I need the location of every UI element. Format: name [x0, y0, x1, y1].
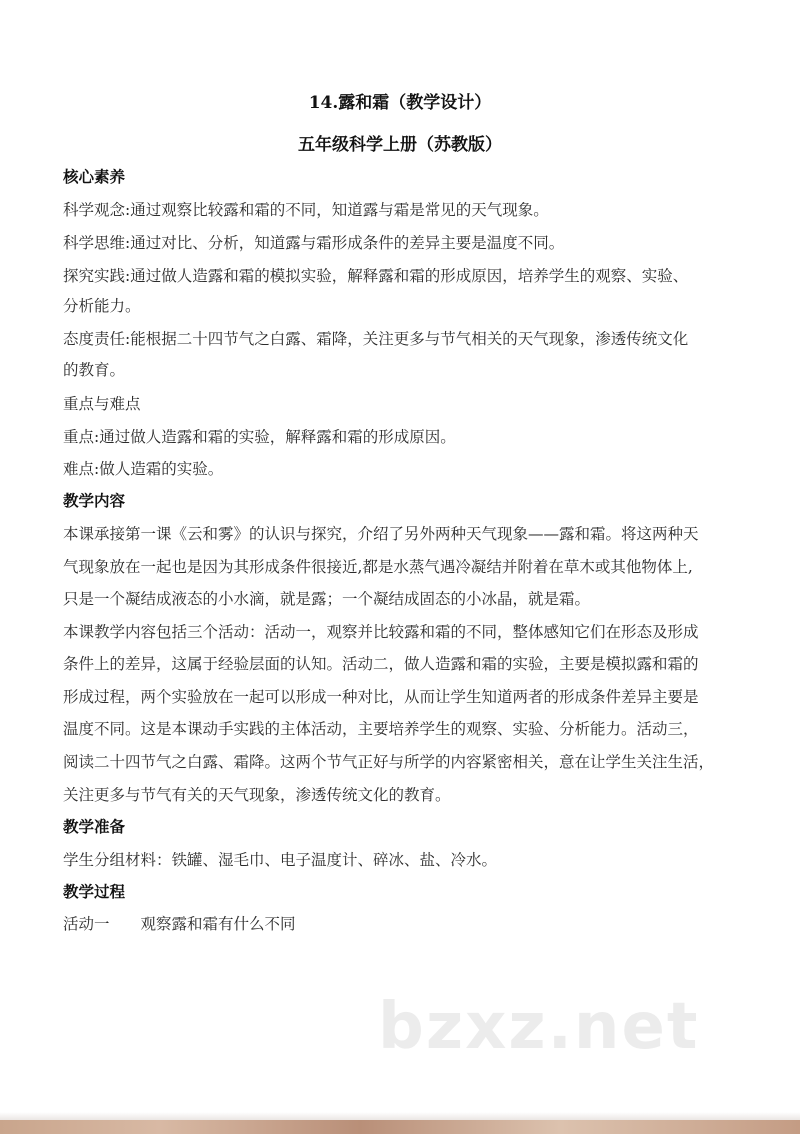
paragraph-line: 条件上的差异，这属于经验层面的认知。活动二，做人造露和霜的实验，主要是模拟露和霜的 — [63, 655, 699, 673]
watermark-logo: bzxz.net — [378, 990, 700, 1064]
paragraph-line: 的教育。 — [63, 361, 126, 379]
paragraph-line: 气现象放在一起也是因为其形成条件很接近,都是水蒸气遇冷凝结并附着在草木或其他物体上, — [63, 558, 693, 576]
document-subtitle: 五年级科学上册（苏教版） — [298, 135, 502, 155]
activity-one-line: 活动一 观察露和霜有什么不同 — [63, 915, 296, 933]
section-heading-teaching-content: 教学内容 — [63, 491, 126, 510]
paragraph-line: 探究实践:通过做人造露和霜的模拟实验，解释露和霜的形成原因，培养学生的观察、实验、 — [63, 267, 689, 285]
document-title: 14.露和霜（教学设计） — [308, 93, 492, 113]
paragraph-line: 本课教学内容包括三个活动：活动一，观察并比较露和霜的不同，整体感知它们在形态及形成 — [63, 623, 699, 641]
paragraph-line: 难点:做人造霜的实验。 — [63, 460, 224, 478]
section-heading-teaching-preparation: 教学准备 — [63, 817, 126, 836]
background-strip — [0, 1120, 800, 1134]
paragraph-line: 温度不同。这是本课动手实践的主体活动，主要培养学生的观察、实验、分析能力。活动三， — [63, 720, 699, 738]
page-bottom-shadow — [0, 1112, 800, 1120]
paragraph-line: 态度责任:能根据二十四节气之白露、霜降，关注更多与节气相关的天气现象，渗透传统文化 — [63, 330, 689, 348]
paragraph-line: 阅读二十四节气之白露、霜降。这两个节气正好与所学的内容紧密相关，意在让学生关注生活， — [63, 753, 715, 771]
paragraph-line: 学生分组材料：铁罐、湿毛巾、电子温度计、碎冰、盐、冷水。 — [63, 851, 498, 869]
paragraph-line: 科学思维:通过对比、分析，知道露与霜形成条件的差异主要是温度不同。 — [63, 234, 565, 252]
paragraph-line: 只是一个凝结成液态的小水滴，就是露；一个凝结成固态的小冰晶，就是霜。 — [63, 590, 591, 608]
section-heading-key-points: 重点与难点 — [63, 395, 141, 413]
paragraph-line: 科学观念:通过观察比较露和霜的不同，知道露与霜是常见的天气现象。 — [63, 201, 549, 219]
paragraph-line: 关注更多与节气有关的天气现象，渗透传统文化的教育。 — [63, 786, 451, 804]
section-heading-core-literacy: 核心素养 — [63, 167, 126, 186]
section-heading-teaching-process: 教学过程 — [63, 882, 126, 901]
paragraph-line: 分析能力。 — [63, 297, 141, 315]
paragraph-line: 重点:通过做人造露和霜的实验，解释露和霜的形成原因。 — [63, 428, 456, 446]
paragraph-line: 形成过程，两个实验放在一起可以形成一种对比，从而让学生知道两者的形成条件差异主要是 — [63, 688, 699, 706]
paragraph-line: 本课承接第一课《云和雾》的认识与探究，介绍了另外两种天气现象——露和霜。将这两种天 — [63, 525, 699, 543]
